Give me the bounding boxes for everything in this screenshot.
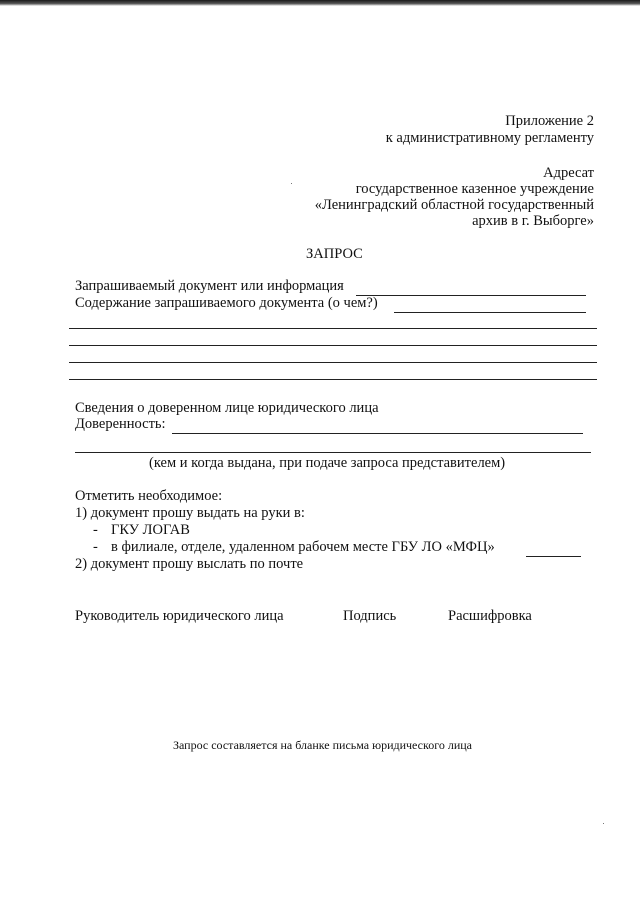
addressee-line-3: архив в г. Выборге» — [472, 213, 594, 229]
issued-note: (кем и когда выдана, при подаче запроса представителем) — [149, 455, 506, 471]
signature-label: Подпись — [343, 608, 397, 624]
mfc-location-field[interactable] — [526, 556, 581, 557]
addressee-label: Адресат — [543, 165, 594, 181]
appendix-reference: к административному регламенту — [385, 130, 594, 146]
scan-speck — [291, 183, 292, 184]
content-blank-line[interactable] — [69, 379, 597, 380]
option-2-label[interactable]: 2) документ прошу выслать по почте — [75, 556, 304, 572]
option-1-bullet-logav[interactable]: ГКУ ЛОГАВ — [111, 522, 190, 538]
trustee-info-label: Сведения о доверенном лице юридического лица — [75, 400, 379, 416]
power-of-attorney-label: Доверенность: — [75, 416, 166, 432]
document-title: ЗАПРОС — [306, 246, 363, 262]
footer-note: Запрос составляется на бланке письма юридического лица — [173, 738, 473, 752]
document-content-field[interactable] — [394, 312, 586, 313]
power-of-attorney-field[interactable] — [172, 433, 583, 434]
requested-document-label: Запрашиваемый документ или информация — [75, 278, 344, 294]
bullet-marker: - — [93, 539, 98, 555]
head-of-legal-entity-label: Руководитель юридического лица — [75, 608, 284, 624]
bullet-marker: - — [93, 522, 98, 538]
power-of-attorney-field-2[interactable] — [75, 452, 591, 453]
content-blank-line[interactable] — [69, 345, 597, 346]
addressee-line-2: «Ленинградский областной государственный — [314, 197, 594, 213]
scan-speck — [603, 823, 604, 824]
decoding-label: Расшифровка — [448, 608, 532, 624]
options-heading: Отметить необходимое: — [75, 488, 223, 504]
addressee-line-1: государственное казенное учреждение — [355, 181, 594, 197]
content-blank-line[interactable] — [69, 328, 597, 329]
document-content-label: Содержание запрашиваемого документа (о чем?) — [75, 295, 378, 311]
content-blank-line[interactable] — [69, 362, 597, 363]
requested-document-field[interactable] — [356, 295, 586, 296]
option-1-bullet-mfc[interactable]: в филиале, отделе, удаленном рабочем месте ГБУ ЛО «МФЦ» — [111, 539, 495, 555]
option-1-label: 1) документ прошу выдать на руки в: — [75, 505, 305, 521]
scan-edge — [0, 0, 640, 6]
appendix-number: Приложение 2 — [505, 113, 594, 129]
